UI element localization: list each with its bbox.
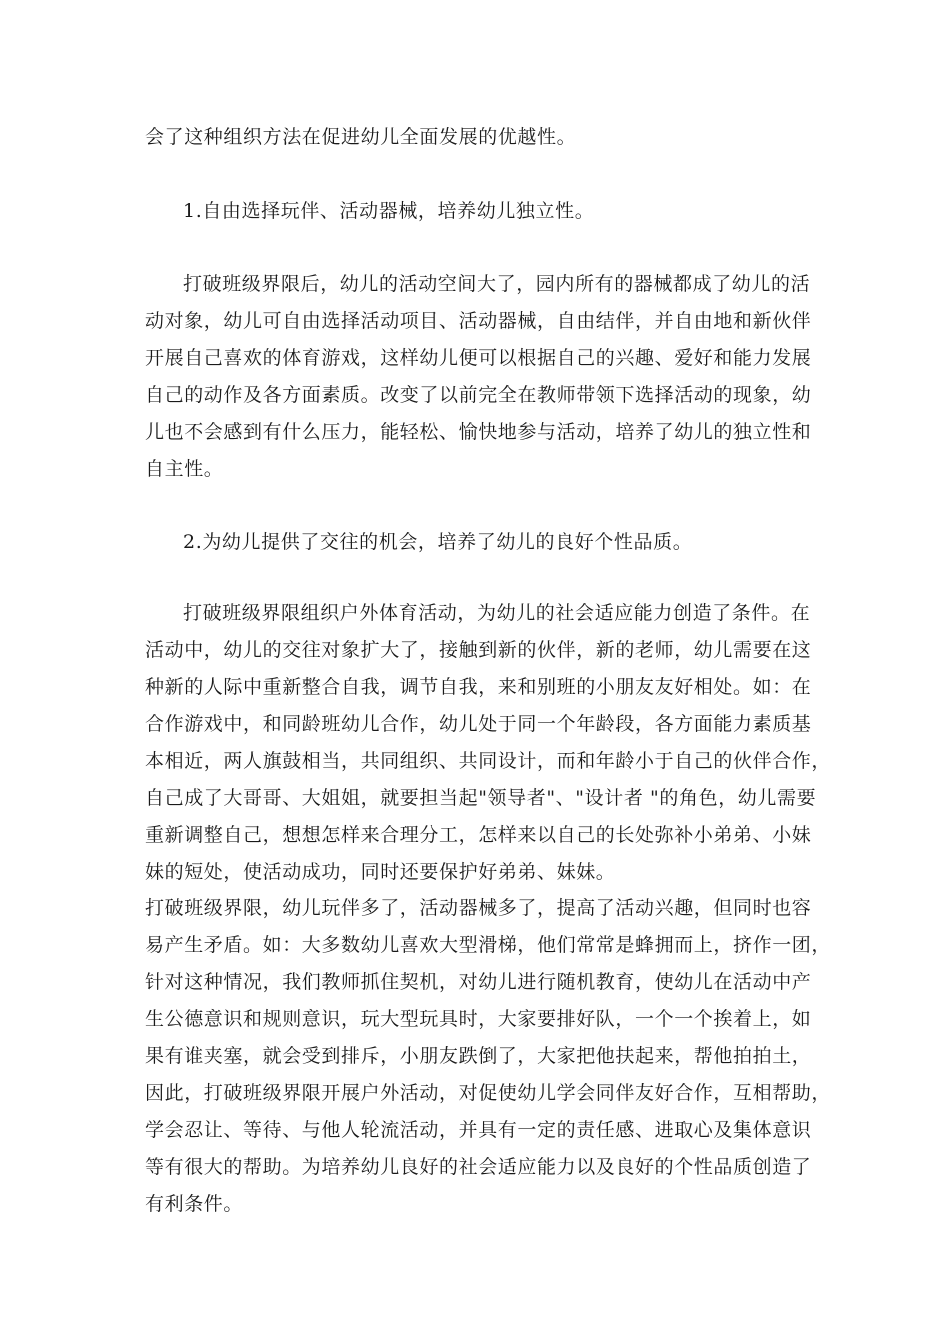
text-line: 自己的动作及各方面素质。改变了以前完全在教师带领下选择活动的现象，幼 [145,384,812,406]
section-heading: 2.为幼儿提供了交往的机会，培养了幼儿的良好个性品质。 [183,531,693,553]
text-line: 本相近，两人旗鼓相当，共同组织、共同设计，而和年龄小于自己的伙伴合作， [145,750,832,772]
text-line: 易产生矛盾。如：大多数幼儿喜欢大型滑梯，他们常常是蜂拥而上，挤作一团， [145,934,832,956]
text-line: 生公德意识和规则意识，玩大型玩具时，大家要排好队，一个一个挨着上，如 [145,1008,812,1030]
text-line: 合作游戏中，和同龄班幼儿合作，幼儿处于同一个年龄段，各方面能力素质基 [145,713,812,735]
text-line: 重新调整自己，想想怎样来合理分工，怎样来以自己的长处弥补小弟弟、小妹 [145,824,812,846]
text-line: 等有很大的帮助。为培养幼儿良好的社会适应能力以及良好的个性品质创造了 [145,1156,812,1178]
text-line: 活动中，幼儿的交往对象扩大了，接触到新的伙伴，新的老师，幼儿需要在这 [145,639,812,661]
section-heading: 1.自由选择玩伴、活动器械，培养幼儿独立性。 [183,200,595,222]
text-line: 打破班级界限，幼儿玩伴多了，活动器械多了，提高了活动兴趣，但同时也容 [145,897,812,919]
text-line: 果有谁夹塞，就会受到排斥，小朋友跌倒了，大家把他扶起来，帮他拍拍土， [145,1045,812,1067]
text-line: 打破班级界限组织户外体育活动，为幼儿的社会适应能力创造了条件。在 [183,602,811,624]
text-line: 因此，打破班级界限开展户外活动，对促使幼儿学会同伴友好合作，互相帮助， [145,1082,832,1104]
text-line: 动对象，幼儿可自由选择活动项目、活动器械，自由结伴，并自由地和新伙伴 [145,310,812,332]
text-line: 针对这种情况，我们教师抓住契机，对幼儿进行随机教育，使幼儿在活动中产 [145,971,812,993]
text-line: 开展自己喜欢的体育游戏，这样幼儿便可以根据自己的兴趣、爱好和能力发展 [145,347,812,369]
text-line: 种新的人际中重新整合自我，调节自我，来和别班的小朋友友好相处。如：在 [145,676,812,698]
text-line: 儿也不会感到有什么压力，能轻松、愉快地参与活动，培养了幼儿的独立性和 [145,421,812,443]
text-line: 学会忍让、等待、与他人轮流活动，并具有一定的责任感、进取心及集体意识 [145,1119,812,1141]
text-line: 有利条件。 [145,1193,244,1215]
text-line: 自主性。 [145,458,224,480]
text-line: 会了这种组织方法在促进幼儿全面发展的优越性。 [145,126,577,148]
text-line: 妹的短处，使活动成功，同时还要保护好弟弟、妹妹。 [145,861,616,883]
text-line: 自己成了大哥哥、大姐姐，就要担当起"领导者"、"设计者 "的角色，幼儿需要 [145,787,817,809]
text-line: 打破班级界限后，幼儿的活动空间大了，园内所有的器械都成了幼儿的活 [183,273,811,295]
